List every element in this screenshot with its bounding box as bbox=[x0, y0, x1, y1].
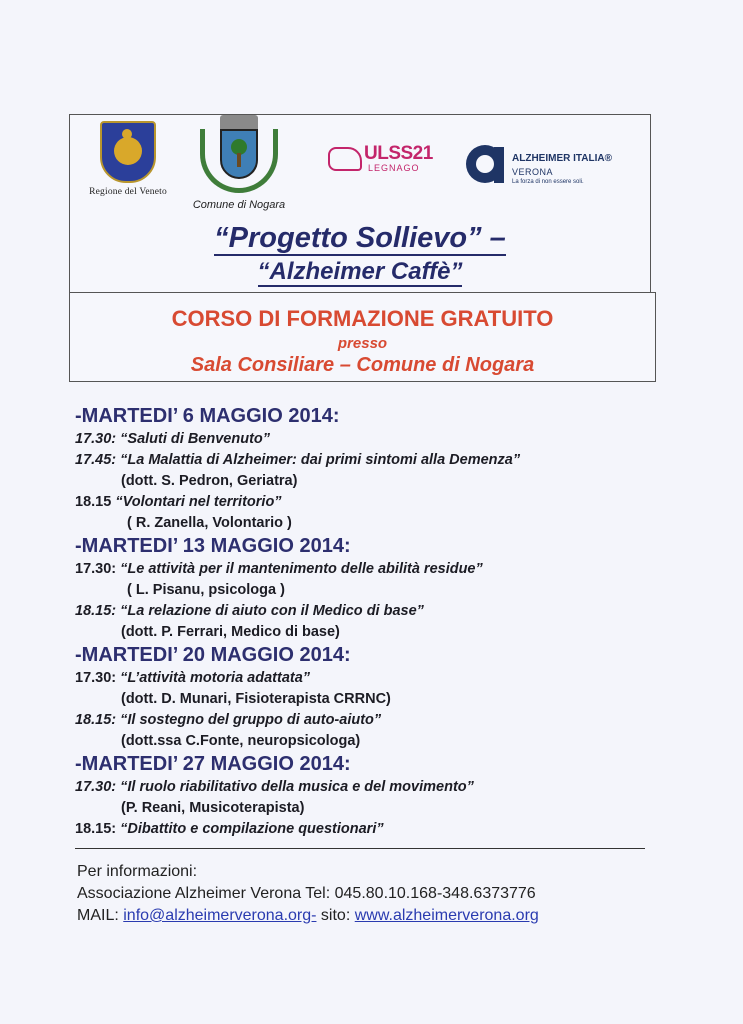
contact-footer bbox=[77, 861, 697, 927]
ulss-mark-icon bbox=[328, 147, 362, 171]
ulss-logo bbox=[328, 143, 433, 179]
title-box bbox=[69, 218, 651, 293]
alzheimer-name: ALZHEIMER ITALIA® bbox=[512, 153, 612, 164]
contact-line: Associazione Alzheimer Verona Tel: 045.80.10.168-348.6373776 bbox=[77, 885, 536, 902]
alzheimer-city: VERONA bbox=[512, 167, 554, 177]
lion-of-st-mark-icon bbox=[100, 121, 156, 183]
schedule-item: 17.30: “Il ruolo riabilitativo della musica e del movimento” bbox=[75, 779, 474, 795]
speaker-note: ( R. Zanella, Volontario ) bbox=[127, 515, 292, 531]
main-title: “Progetto Sollievo” – bbox=[214, 222, 506, 254]
schedule-item: 18.15: “Il sostegno del gruppo di auto-aiuto” bbox=[75, 712, 382, 728]
day-heading: -MARTEDI’ 13 MAGGIO 2014: bbox=[75, 535, 351, 557]
footer-divider bbox=[75, 848, 645, 849]
comune-nogara-logo bbox=[186, 115, 292, 211]
speaker-note: ( L. Pisanu, psicologa ) bbox=[127, 582, 285, 598]
mail-label: MAIL: bbox=[77, 907, 119, 924]
sub-title: “Alzheimer Caffè” bbox=[257, 258, 463, 285]
nogara-crest-icon bbox=[196, 115, 282, 195]
course-box bbox=[69, 292, 656, 382]
regione-label: Regione del Veneto bbox=[89, 187, 167, 197]
schedule-item: 17.30: “Le attività per il mantenimento delle abilità residue” bbox=[75, 561, 483, 577]
day-heading: -MARTEDI’ 6 MAGGIO 2014: bbox=[75, 405, 340, 427]
site-label: sito: bbox=[320, 907, 351, 924]
speaker-note: (P. Reani, Musicoterapista) bbox=[121, 800, 305, 816]
course-presso: presso bbox=[337, 335, 388, 352]
course-venue: Sala Consiliare – Comune di Nogara bbox=[190, 354, 535, 376]
ulss-name: ULSS21 bbox=[364, 143, 433, 164]
mail-link[interactable]: info@alzheimerverona.org- bbox=[123, 907, 317, 924]
day-heading: -MARTEDI’ 27 MAGGIO 2014: bbox=[75, 753, 351, 775]
schedule-item: 17.30: “L’attività motoria adattata” bbox=[75, 670, 311, 686]
speaker-note: (dott. P. Ferrari, Medico di base) bbox=[121, 624, 340, 640]
alzheimer-tagline: La forza di non essere soli. bbox=[512, 179, 584, 185]
schedule-item: 18.15 “Volontari nel territorio” bbox=[75, 494, 282, 510]
info-label: Per informazioni: bbox=[77, 863, 198, 880]
schedule-item: 17.30: “Saluti di Benvenuto” bbox=[75, 431, 270, 447]
ulss-sub: LEGNAGO bbox=[368, 163, 420, 173]
course-title: CORSO DI FORMAZIONE GRATUITO bbox=[171, 306, 554, 331]
alzheimer-italia-logo bbox=[466, 145, 646, 205]
web-line bbox=[77, 905, 697, 927]
speaker-note: (dott. D. Munari, Fisioterapista CRRNC) bbox=[121, 691, 391, 707]
schedule-item: 18.15: “Dibattito e compilazione questionari” bbox=[75, 821, 384, 837]
speaker-note: (dott.ssa C.Fonte, neuropsicologa) bbox=[121, 733, 361, 749]
speaker-note: (dott. S. Pedron, Geriatra) bbox=[121, 473, 298, 489]
regione-veneto-logo bbox=[78, 121, 178, 197]
program-schedule bbox=[75, 404, 675, 840]
comune-label: Comune di Nogara bbox=[192, 199, 286, 211]
day-heading: -MARTEDI’ 20 MAGGIO 2014: bbox=[75, 644, 351, 666]
schedule-item: 18.15: “La relazione di aiuto con il Medico di base” bbox=[75, 603, 424, 619]
site-link[interactable]: www.alzheimerverona.org bbox=[354, 907, 539, 924]
logo-header bbox=[69, 114, 651, 220]
schedule-item: 17.45: “La Malattia di Alzheimer: dai primi sintomi alla Demenza” bbox=[75, 452, 521, 468]
